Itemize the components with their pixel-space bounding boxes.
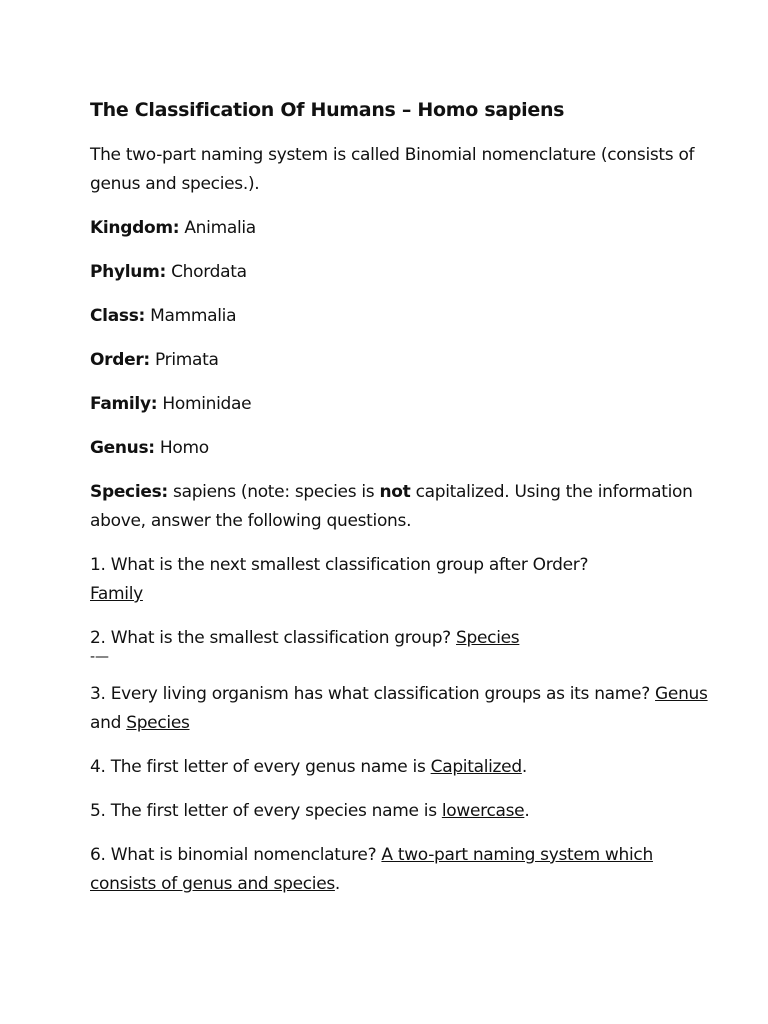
taxonomy-value: Homo (159, 438, 209, 458)
answer-text: lowercase (441, 801, 525, 821)
question-3 (90, 680, 710, 738)
answer-text: Genus (655, 684, 708, 704)
taxonomy-genus (90, 434, 710, 463)
answer-punctuation: . (334, 874, 341, 894)
question-6 (90, 841, 710, 899)
answer-mark: -— (90, 649, 110, 665)
answer-text: Species (126, 713, 190, 733)
taxonomy-value: Mammalia (150, 306, 237, 326)
taxonomy-value: Hominidae (162, 394, 252, 414)
taxonomy-class (90, 302, 710, 331)
species-value: sapiens (note: species is (173, 482, 375, 502)
answer-joiner: and (90, 713, 122, 733)
taxonomy-order (90, 346, 710, 375)
answer-text: Family (90, 584, 143, 604)
taxonomy-value: Animalia (184, 218, 256, 238)
taxonomy-label: Order: (90, 350, 150, 370)
taxonomy-label: Genus: (90, 438, 155, 458)
question-text: 1. What is the next smallest classification group after Order? (90, 555, 589, 575)
question-text: 4. The first letter of every genus name is (90, 757, 426, 777)
answer-punctuation: . (521, 757, 527, 777)
taxonomy-label: Family: (90, 394, 158, 414)
question-text: 6. What is binomial nomenclature? (90, 845, 377, 865)
taxonomy-label: Phylum: (90, 262, 166, 282)
question-text: 5. The first letter of every species name is (90, 801, 437, 821)
question-4 (90, 753, 710, 782)
taxonomy-kingdom (90, 214, 710, 243)
taxonomy-family (90, 390, 710, 419)
species-emphasis: not (379, 482, 411, 502)
answer-punctuation: . (524, 801, 530, 821)
species-label: Species: (90, 482, 168, 502)
document-title: The Classification Of Humans – Homo sapiens (90, 99, 565, 121)
question-5 (90, 797, 710, 826)
document-page (90, 95, 710, 914)
answer-text: Species (456, 628, 520, 648)
taxonomy-value: Chordata (171, 262, 247, 282)
question-text: 3. Every living organism has what classification groups as its name? (90, 684, 650, 704)
taxonomy-phylum (90, 258, 710, 287)
answer-text: Capitalized (430, 757, 522, 777)
question-text: 2. What is the smallest classification group? (90, 628, 451, 648)
question-1 (90, 551, 710, 609)
taxonomy-value: Primata (155, 350, 219, 370)
answer-text: A two-part naming system which consists of genus and species (90, 845, 653, 894)
taxonomy-label: Kingdom: (90, 218, 180, 238)
species-note: capitalized. Using the information above, answer the following questions. (90, 482, 693, 531)
question-2 (90, 624, 710, 665)
taxonomy-label: Class: (90, 306, 146, 326)
taxonomy-species (90, 478, 710, 536)
intro-paragraph: The two-part naming system is called Binomial nomenclature (consists of genus and species.). (90, 145, 695, 194)
